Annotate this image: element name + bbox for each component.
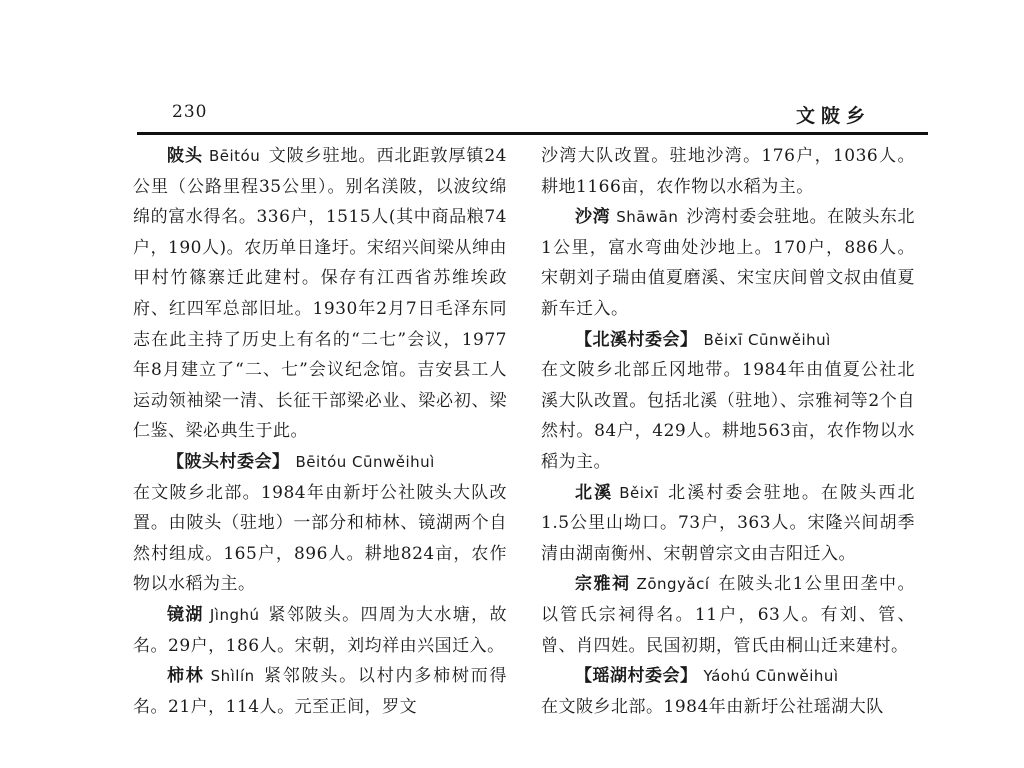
committee-yaohu: [541, 661, 915, 692]
committee-beitou: [133, 447, 507, 478]
entry-text: 紧邻陂头。四周为大水塘，故名。29户，186人。宋朝，刘均祥由兴国迁入。: [133, 604, 508, 656]
headword: 沙湾: [575, 207, 611, 228]
entry-text: 北溪村委会驻地。在陂头西北1.5公里山坳口。73户，363人。宋隆兴间胡季清由湖南衡州、宋朝曾宗文由吉阳迁入。: [541, 482, 916, 564]
left-column: [133, 141, 507, 722]
entry-jinghu: [133, 600, 507, 661]
entry-text: 紧邻陂头。以村内多柿树而得名。21户，114人。元至正间，罗文: [133, 666, 507, 717]
committee-headword: 【陂头村委会】: [167, 451, 290, 472]
entry-zongyaci: [541, 569, 915, 661]
pinyin: Shāwān: [616, 208, 679, 227]
pinyin: Bēitóu: [208, 147, 261, 165]
pinyin: Yáohú Cūnwěihuì: [703, 667, 839, 686]
pinyin: Jìnghú: [209, 605, 260, 624]
entry-text: 文陂乡驻地。西北距敦厚镇24公里（公路里程35公里）。别名渼陂，以波纹绵绵的富水得名。336户，1515人(其中商品粮74户，190人)。农历单日逢圩。宋绍兴间梁从绅由甲村竹篠寨迁此建村。保存有江西省苏维埃政府、红四军总部旧址。1930年2月7日毛泽东同志在此主持了历史上有名的“二七”会议，1977年8月建立了“二、七”会议纪念馆。吉安县工人运动领袖梁一清、长征干部梁必业、梁必初、梁仁鉴、梁必典生于此。: [133, 146, 507, 442]
headword: 宗雅祠: [575, 574, 631, 595]
committee-beitou-text: 在文陂乡北部。1984年由新圩公社陂头大队改置。由陂头（驻地）一部分和柿林、镜湖两个自然村组成。165户，896人。耕地824亩，农作物以水稻为主。: [133, 482, 507, 595]
right-column: [541, 141, 915, 722]
headword: 柿林: [167, 666, 205, 687]
entry-beitou: [133, 141, 507, 447]
pinyin: Běixī: [619, 483, 659, 502]
pinyin: Běixī Cūnwěihuì: [703, 330, 831, 349]
pinyin: Zōngyǎcí: [636, 575, 710, 594]
headword: 北溪: [575, 482, 614, 503]
entry-shawan: [541, 202, 915, 324]
entry-text: 沙湾村委会驻地。在陂头东北1公里，富水弯曲处沙地上。170户，886人。宋朝刘子瑞由值夏磨溪、宋宝庆间曾文叔由值夏新车迁入。: [541, 207, 916, 319]
committee-yaohu-text: 在文陂乡北部。1984年由新圩公社瑶湖大队: [541, 696, 884, 717]
committee-beixi: [541, 325, 915, 356]
committee-headword: 【瑶湖村委会】: [575, 666, 698, 687]
pinyin: Bēitóu Cūnwěihuì: [295, 452, 435, 471]
page-number: 230: [172, 102, 208, 122]
committee-headword: 【北溪村委会】: [575, 329, 698, 350]
entry-beixi: [541, 478, 915, 570]
header-rule: [137, 132, 928, 135]
committee-beixi-text: 在文陂乡北部丘冈地带。1984年由值夏公社北溪大队改置。包括北溪（驻地）、宗雅祠等2个自然村。84户，429人。耕地563亩，农作物以水稻为主。: [541, 360, 915, 472]
entry-text: 在陂头北1公里田垄中。以管氏宗祠得名。11户，63人。有刘、管、曾、肖四姓。民国初期，管氏由桐山迁来建村。: [541, 574, 915, 656]
section-title: 文陂乡: [796, 105, 872, 127]
pinyin: Shìlín: [210, 667, 255, 686]
entry-shilin: [133, 661, 507, 722]
headword: 镜湖: [167, 604, 204, 625]
continuation-shawan: 沙湾大队改置。驻地沙湾。176户，1036人。耕地1166亩，农作物以水稻为主。: [541, 146, 915, 197]
headword: 陂头: [167, 146, 203, 166]
